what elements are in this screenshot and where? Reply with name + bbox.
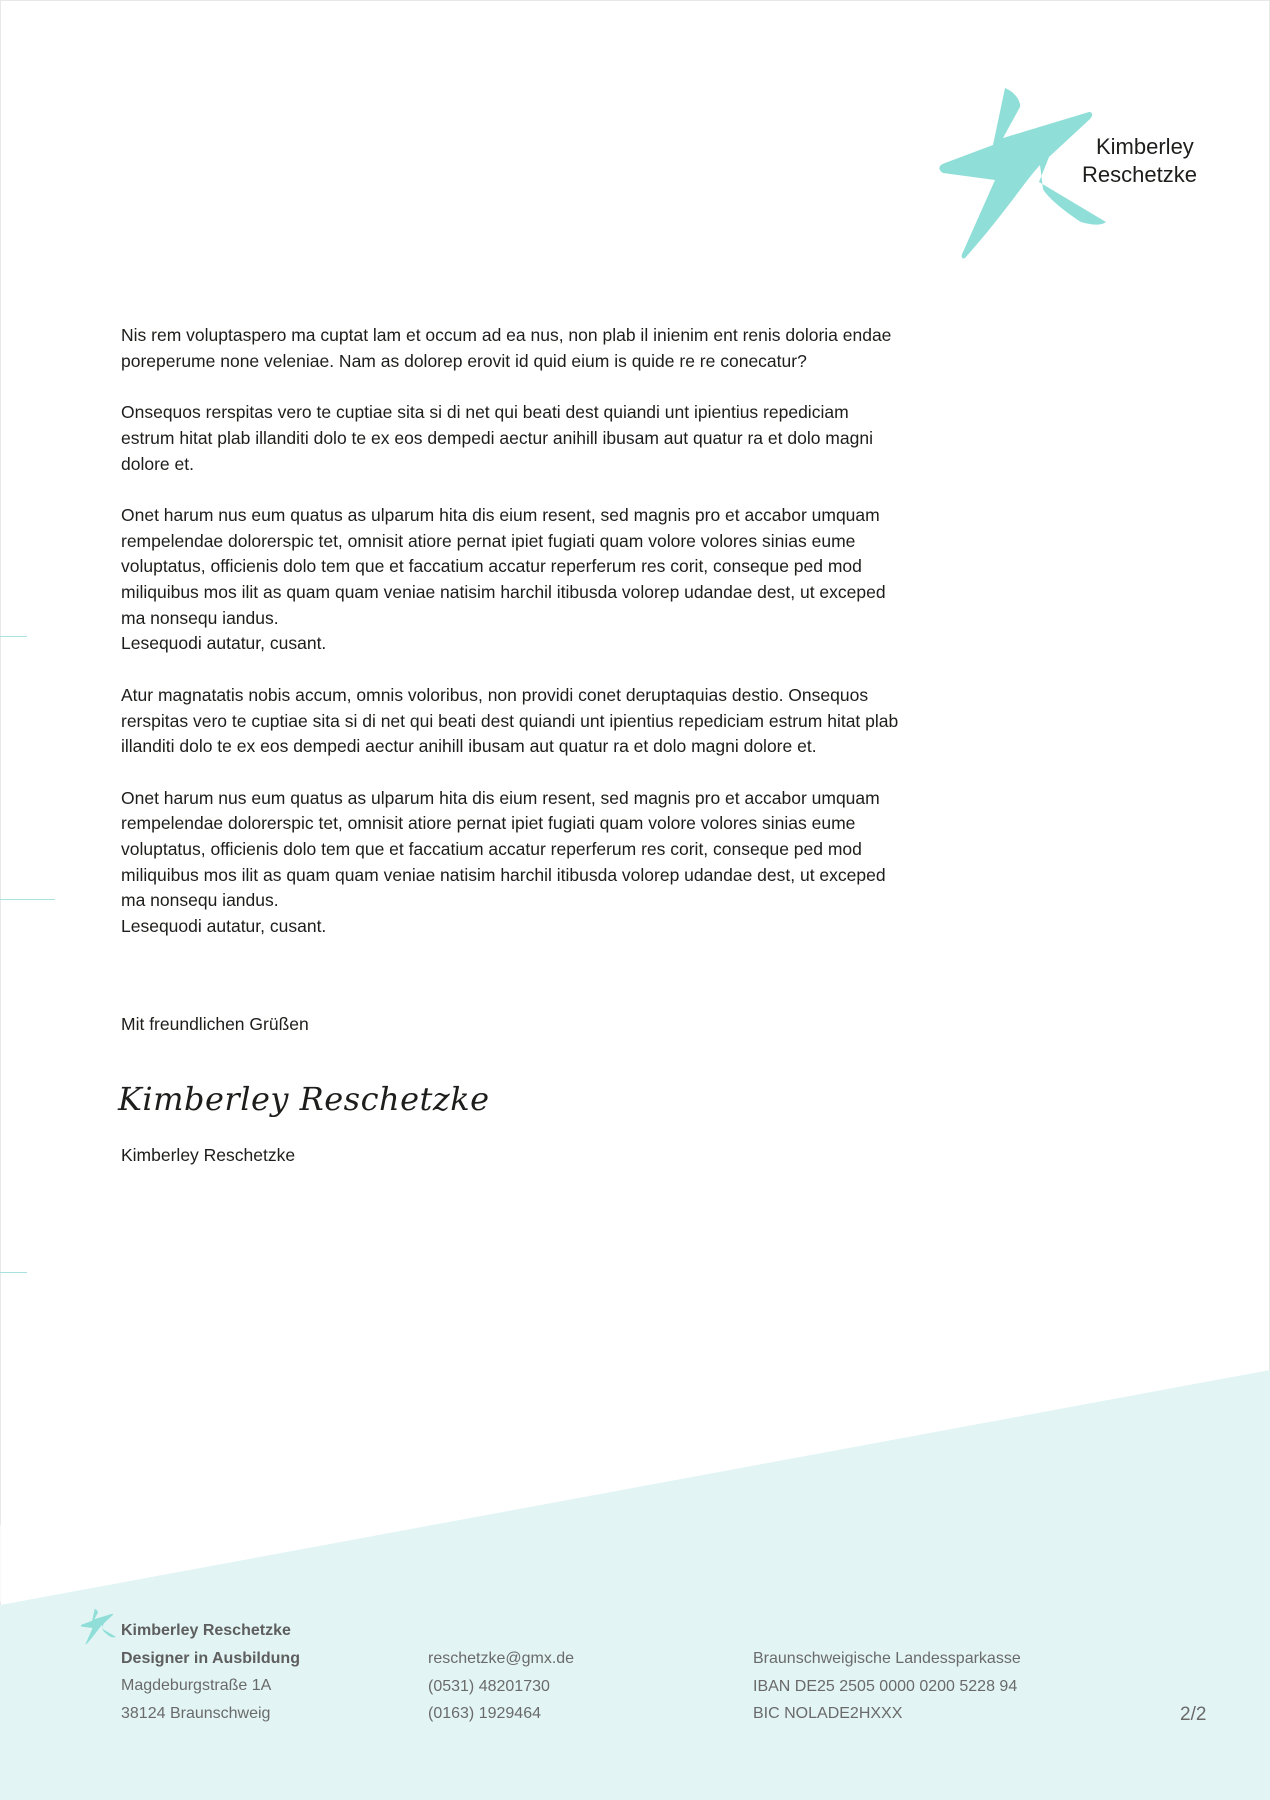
header-name-last: Reschetzke <box>1082 162 1197 187</box>
footer-contact <box>428 1645 574 1728</box>
closing-salutation: Mit freundlichen Grüßen <box>121 1014 309 1034</box>
footer-email: reschetzke@gmx.de <box>428 1650 575 1667</box>
signer-name: Kimberley Reschetzke <box>121 1145 296 1165</box>
footer-phone-1: (0531) 48201730 <box>428 1677 550 1695</box>
footer-star-icon <box>80 1608 122 1646</box>
handwritten-signature: Kimberley Reschetzke <box>118 1080 490 1118</box>
footer-bic: BIC NOLADE2HXXX <box>753 1705 903 1722</box>
footer-name: Kimberley Reschetzke <box>121 1622 291 1639</box>
paragraph-4: Atur magnatatis nobis accum, omnis voloribus, non providi conet deruptaquias destio. Onsequos rerspitas vero te cuptiae sita si di net qui beati dest quiandi unt ipientius repediciam estrum hitat plab illanditi dolo te ex eos dempedi aectur anihill ibusam aut quatur ra et dolo magni dolore et. <box>121 684 899 757</box>
header-name-first: Kimberley <box>1096 134 1194 159</box>
paragraph-5: Onet harum nus eum quatus as ulparum hita dis eium resent, sed magnis pro et accabor umquam rempelendae dolorerspic tet, omnisit atiore pernat ipiet fugiati quam volore volores sinias eume voluptatus, officienis dolo tem que et faccatium accatur reperferum res corit, conseque ped mod miliquibus mos ilit as quam quam veniae natisim harchil itibusda volorep udandae dest, ut exceped ma nonsequ iandus. Lesequodi autatur, cusant. <box>121 787 886 937</box>
paragraph-2: Onsequos rerspitas vero te cuptiae sita si di net qui beati dest quiandi unt ipientius repediciam estrum hitat plab illanditi dolo te ex eos dempedi aectur anihill ibusam aut quatur ra et dolo magni dolore et. <box>121 402 873 474</box>
letter-body <box>121 323 901 966</box>
page-number: 2/2 <box>1180 1704 1207 1725</box>
footer-phone-2: (0163) 1929464 <box>428 1705 541 1722</box>
footer-title: Designer in Ausbildung <box>121 1649 300 1667</box>
footer-iban: IBAN DE25 2505 0000 0200 5228 94 <box>753 1677 1018 1695</box>
footer-address <box>121 1617 300 1727</box>
header-name <box>1082 133 1197 189</box>
footer-bank-name: Braunschweigische Landessparkasse <box>753 1650 1021 1667</box>
footer-bank <box>753 1645 1021 1728</box>
paragraph-3: Onet harum nus eum quatus as ulparum hita dis eium resent, sed magnis pro et accabor umquam rempelendae dolorerspic tet, omnisit atiore pernat ipiet fugiati quam volore volores sinias eume voluptatus, officienis dolo tem que et faccatium accatur reperferum res corit, conseque ped mod miliquibus mos ilit as quam quam veniae natisim harchil itibusda volorep udandae dest, ut exceped ma nonsequ iandus. Lesequodi autatur, cusant. <box>121 504 886 654</box>
footer-city: 38124 Braunschweig <box>121 1704 271 1722</box>
paragraph-1: Nis rem voluptaspero ma cuptat lam et occum ad ea nus, non plab il inienim ent renis doloria endae poreperume none veleniae. Nam as dolorep erovit id quid eium is quide re re conecatur? <box>121 325 892 371</box>
footer-street: Magdeburgstraße 1A <box>121 1677 272 1694</box>
